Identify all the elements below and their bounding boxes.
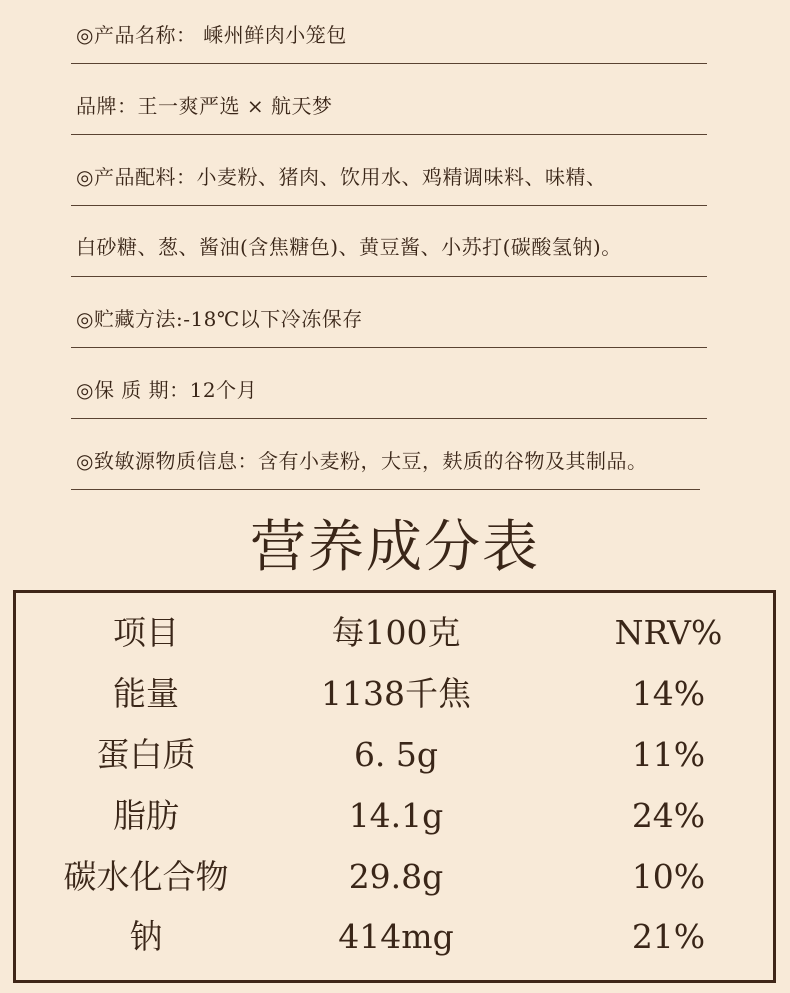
divider [71,418,707,419]
divider [71,134,707,135]
shelf-life-line: ◎保 质 期：12个月 [76,378,258,402]
header-item: 项目 [113,613,179,652]
row-label-protein: 蛋白质 [96,735,196,774]
divider [71,63,707,64]
row-label-fat: 脂肪 [113,796,179,835]
header-nrv: NRV% [614,613,723,652]
allergen-line: ◎致敏源物质信息：含有小麦粉，大豆，麸质的谷物及其制品。 [76,449,648,473]
row-label-carbohydrate: 碳水化合物 [63,857,229,896]
row-label-sodium: 钠 [129,917,163,956]
row-value-energy: 1138千焦 [321,674,471,713]
brand-line: 品牌：王一爽严选 × 航天梦 [76,94,333,118]
ingredients-line-1: ◎产品配料：小麦粉、猪肉、饮用水、鸡精调味料、味精、 [76,165,607,189]
row-nrv-carbohydrate: 10% [631,857,706,896]
divider [71,276,707,277]
row-nrv-sodium: 21% [631,917,706,956]
row-nrv-energy: 14% [631,674,706,713]
divider [71,347,707,348]
header-per-100g: 每100克 [331,613,461,652]
ingredients-line-2: 白砂糖、葱、酱油(含焦糖色)、黄豆酱、小苏打(碳酸氢钠)。 [76,235,622,259]
row-nrv-fat: 24% [631,796,706,835]
product-name-line: ◎产品名称： 嵊州鲜肉小笼包 [76,23,347,47]
row-value-carbohydrate: 29.8g [348,857,444,896]
storage-line: ◎贮藏方法:-18℃以下冷冻保存 [76,307,363,331]
divider [71,205,707,206]
row-nrv-protein: 11% [631,735,706,774]
row-value-sodium: 414mg [338,917,454,956]
nutrition-table-title: 营养成分表 [250,515,540,580]
divider [71,489,700,490]
row-label-energy: 能量 [113,674,179,713]
row-value-fat: 14.1g [348,796,444,835]
nutrition-table [13,590,776,983]
row-value-protein: 6. 5g [353,735,439,774]
